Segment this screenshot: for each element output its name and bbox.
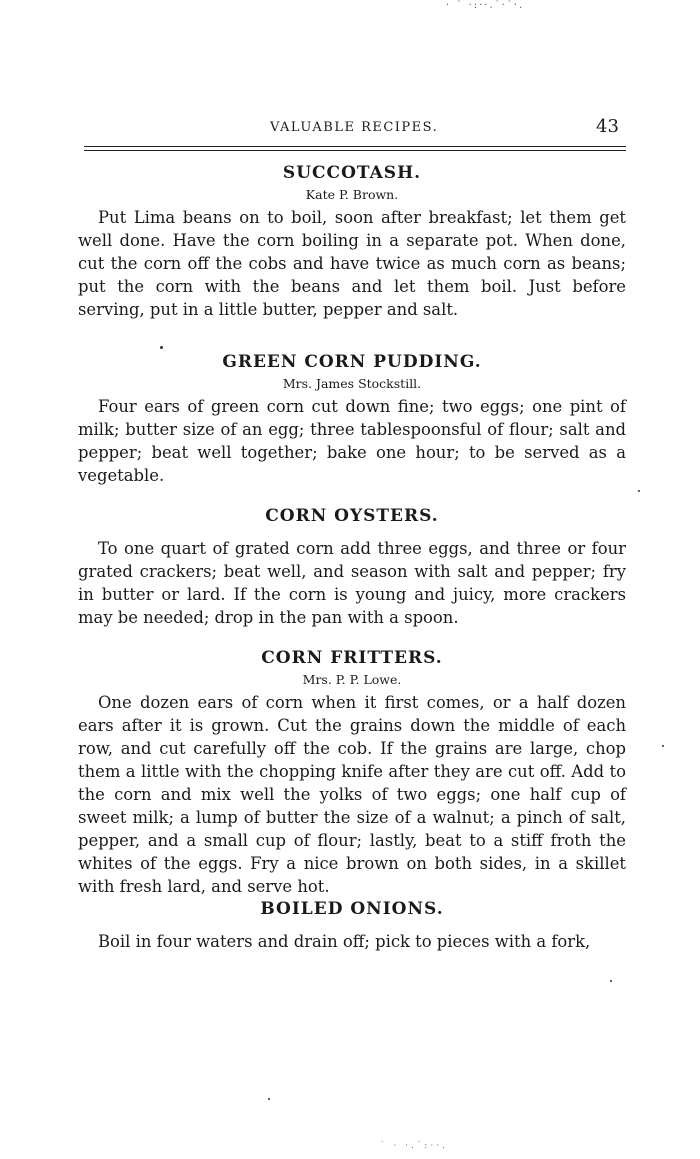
recipe-text: Boil in four waters and drain off; pick to pieces with a fork, <box>98 932 591 951</box>
recipe-title: CORN FRITTERS. <box>261 648 443 668</box>
recipe-green-corn-pudding <box>78 351 626 487</box>
recipe-text: Four ears of green corn cut down fine; two eggs; one pint of milk; butter size of an egg; three tablespoonsful of flour; salt and pepper; beat well together; bake one hour; to be served as a vegetable. <box>78 397 626 485</box>
header-rule-thin <box>84 150 626 151</box>
recipe-title: GREEN CORN PUDDING. <box>222 352 482 372</box>
ink-speck <box>268 1098 270 1100</box>
recipe-column <box>78 162 626 953</box>
recipe-corn-fritters <box>78 647 626 898</box>
ink-speck <box>610 980 612 982</box>
recipe-boiled-onions <box>78 898 626 953</box>
recipe-text: One dozen ears of corn when it first comes, or a half dozen ears after it is grown. Cut the grains down the middle of each row, and cut carefully off the cob. If the grains are large, chop them a little with the chopping knife after they are cut off. Add to the corn and mix well the yolks of two eggs; one half cup of sweet milk; a lump of butter the size of a walnut; a pinch of salt, pepper, and a small cup of flour; lastly, beat to a stiff froth the whites of the eggs. Fry a nice brown on both sides, in a skillet with fresh lard, and serve hot. <box>78 693 626 896</box>
ink-speck <box>160 346 163 349</box>
recipe-succotash <box>78 162 626 321</box>
recipe-author: Kate P. Brown. <box>305 187 399 202</box>
recipe-text: To one quart of grated corn add three eggs, and three or four grated crackers; beat well, and season with salt and pepper; fry in butter or lard. If the corn is young and juicy, more crackers may be needed; drop in the pan with a spoon. <box>78 539 626 627</box>
recipe-corn-oysters <box>78 505 626 629</box>
recipe-title: BOILED ONIONS. <box>260 899 444 919</box>
recipe-author: Mrs. P. P. Lowe. <box>302 672 402 687</box>
ink-speck <box>638 490 640 492</box>
ink-speck <box>662 745 664 747</box>
recipe-title: CORN OYSTERS. <box>265 506 439 526</box>
recipe-title: SUCCOTASH. <box>282 163 422 183</box>
header-rule <box>84 146 626 147</box>
page-number: 43 <box>596 116 619 137</box>
running-title: VALUABLE RECIPES. <box>270 120 439 135</box>
print-smudge-bottom: ˙ · ·.˙:··. <box>380 1141 448 1151</box>
recipe-author: Mrs. James Stockstill. <box>282 376 422 391</box>
print-smudge-top: · ˙ ·:··.˙·˙·. <box>446 0 525 11</box>
recipe-text: Put Lima beans on to boil, soon after breakfast; let them get well done. Have the corn boiling in a separate pot. When done, cut the corn off the cobs and have twice as much corn as beans; put the corn with the beans and let them boil. Just before serving, put in a little butter, pepper and salt. <box>78 208 626 319</box>
